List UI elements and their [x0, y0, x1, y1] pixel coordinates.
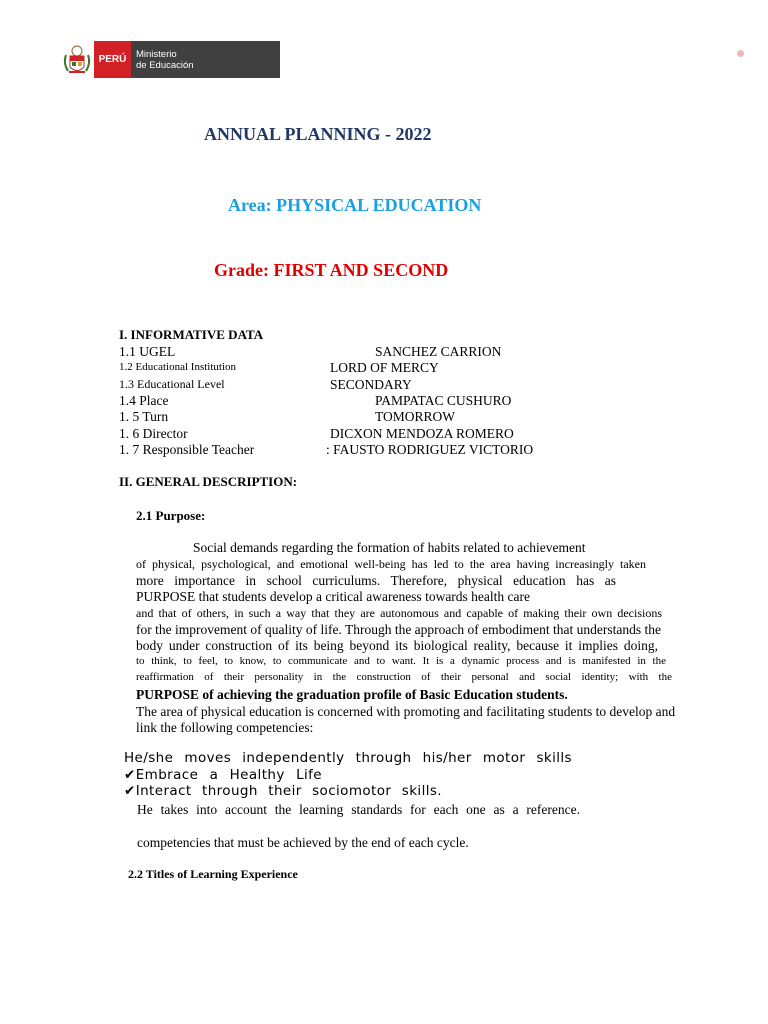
- cycle-line: competencies that must be achieved by the end of each cycle.: [137, 835, 469, 850]
- area-heading: Area: PHYSICAL EDUCATION: [228, 195, 482, 215]
- competency-item: ✔Interact through their sociomotor skills.: [124, 783, 442, 799]
- purpose-line: Social demands regarding the formation of habits related to achievement: [193, 540, 586, 555]
- competency-intro: The area of physical education is concerned with promoting and facilitating students to develop and: [136, 704, 676, 719]
- section-informative-data-heading: I. INFORMATIVE DATA: [119, 327, 264, 342]
- purpose-bold-line: PURPOSE of achieving the graduation profile of Basic Education students.: [136, 687, 568, 702]
- competency-item: ✔Embrace a Healthy Life: [124, 767, 322, 783]
- info-label-teacher: 1. 7 Responsible Teacher: [119, 442, 255, 457]
- purpose-line: and that of others, in such a way that they are autonomous and capable of making their own decisions: [136, 606, 662, 620]
- standards-line: He takes into account the learning standards for each one as a reference.: [137, 802, 580, 817]
- info-label-ugel: 1.1 UGEL: [119, 344, 176, 359]
- peru-label: PERÚ: [98, 54, 127, 65]
- competency-intro: link the following competencies:: [136, 720, 314, 735]
- decorative-dot: [737, 50, 744, 57]
- grade-heading: Grade: FIRST AND SECOND: [214, 260, 449, 280]
- info-value-level: SECONDARY: [330, 377, 412, 392]
- info-value-place: PAMPATAC CUSHURO: [375, 393, 512, 408]
- info-label-turn: 1. 5 Turn: [119, 409, 169, 424]
- purpose-line: more importance in school curriculums. Therefore, physical education has as: [136, 573, 616, 588]
- ministry-line-1: Ministerio: [136, 48, 177, 60]
- info-label-place: 1.4 Place: [119, 393, 169, 408]
- info-value-institution: LORD OF MERCY: [330, 360, 439, 375]
- info-label-director: 1. 6 Director: [119, 426, 188, 441]
- document-title: ANNUAL PLANNING - 2022: [204, 124, 432, 144]
- info-value-ugel: SANCHEZ CARRION: [375, 344, 502, 359]
- section-general-description-heading: II. GENERAL DESCRIPTION:: [119, 474, 298, 489]
- info-value-director: DICXON MENDOZA ROMERO: [330, 426, 514, 441]
- info-value-teacher: : FAUSTO RODRIGUEZ VICTORIO: [326, 442, 534, 457]
- info-label-level: 1.3 Educational Level: [119, 377, 225, 391]
- purpose-line: of physical, psychological, and emotional well-being has led to the area having increasingly taken: [136, 557, 646, 571]
- info-label-institution: 1.2 Educational Institution: [119, 361, 237, 373]
- purpose-line: to think, to feel, to know, to communicate and to want. It is a dynamic process and is manifested in the: [136, 655, 666, 667]
- peru-badge: [94, 41, 131, 78]
- titles-learning-experience-heading: 2.2 Titles of Learning Experience: [128, 867, 298, 881]
- ministry-logo: [60, 41, 280, 78]
- info-value-turn: TOMORROW: [375, 409, 456, 424]
- purpose-heading: 2.1 Purpose:: [136, 508, 206, 523]
- competency-item: He/she moves independently through his/her motor skills: [124, 750, 572, 766]
- purpose-line: reaffirmation of their personality in the construction of their personal and social identity; with the: [136, 671, 672, 683]
- purpose-line: body under construction of its being beyond its biological reality, because it implies doing,: [136, 638, 658, 653]
- purpose-line: for the improvement of quality of life. Through the approach of embodiment that understands the: [136, 622, 661, 637]
- ministry-line-2: de Educación: [136, 59, 194, 71]
- purpose-line: PURPOSE that students develop a critical awareness towards health care: [136, 589, 531, 604]
- coat-of-arms-icon: [60, 41, 94, 78]
- ministry-label-box: [131, 41, 280, 78]
